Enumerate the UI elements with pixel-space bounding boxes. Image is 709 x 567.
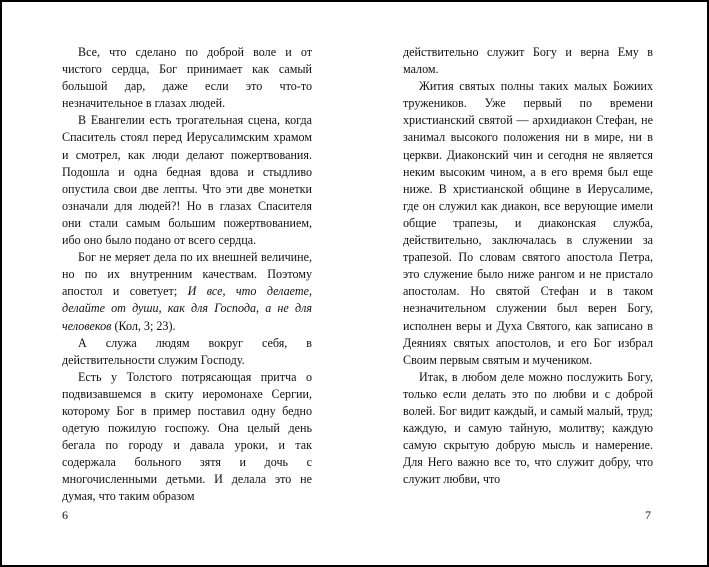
scripture-quote: И все, что делаете, делайте от души, как для Господа, а не для человеков xyxy=(62,284,312,333)
left-page-text xyxy=(62,44,312,506)
paragraph xyxy=(62,249,312,334)
paragraph: В Евангелии есть трогательная сцена, когда Спаситель стоял перед Иерусалимским храмом и смотрел, как люди делают пожертвования. Подошла и одна бедная вдова и стыдливо опустила свои две лепты. Что эти две монетки означали для людей?! Но в глазах Спасителя они стали самым большим пожертвованием, ибо оно было подано от всего сердца. xyxy=(62,113,312,248)
paragraph: А служа людям вокруг себя, в действительности служим Господу. xyxy=(62,335,312,367)
right-page-text xyxy=(403,44,653,488)
paragraph: Есть у Толстого потрясающая притча о подвизавшемся в скиту иеромонахе Сергии, которому Бог в пример поставил одну бедно одетую пожилую госпожу. Она целый день бегала по городу и давала уроки, и так содержала больного зятя и дочь с многочисленными детьми. И делала это не думая, что таким образом xyxy=(62,369,312,504)
page-number-right: 7 xyxy=(645,508,651,522)
paragraph: Все, что сделано по доброй воле и от чистого сердца, Бог принимает как самый большой дар, даже если это что-то незначительное в глазах людей. xyxy=(62,45,312,111)
paragraph-continuation: действительно служит Богу и верна Ему в малом. xyxy=(403,45,653,77)
paragraph-text: Бог не меряет дела по их внешней величине, но по их внутренним качествам. Поэтому апостол и советует; xyxy=(62,250,312,299)
paragraph: Жития святых полны таких малых Божиих тружеников. Уже первый по времени христианский святой — архидиакон Стефан, не занимал высокого положения ни в мире, ни в церкви. Диаконский чин и сегодня не является неким высоким чином, а в его время был еще ниже. В христианской общине в Иерусалиме, где он служил как диакон, все верующие имели общие трапезы, и диаконская служба, действительно, заключалась в служении за трапезой. По словам святого апостола Петра, это служение было ниже рангом и не пристало апостолам. Но святой Стефан и в таком незначительном служении был верен Богу, исполнен веры и Духа Святого, как записано в Деяниях святых апостолов, и его Бог избрал Своим первым святым и мучеником. xyxy=(403,79,653,367)
paragraph: Итак, в любом деле можно послужить Богу, только если делать это по любви и с доброй волей. Бог видит каждый, и самый малый, труд; каждую, и самую тайную, молитву; каждую самую скрытую добрую мысль и намерение. Для Него важно все то, что служит добру, что служит любви, что xyxy=(403,369,653,487)
scripture-reference: (Кол, 3; 23). xyxy=(114,318,176,333)
page-number-left: 6 xyxy=(62,508,68,522)
